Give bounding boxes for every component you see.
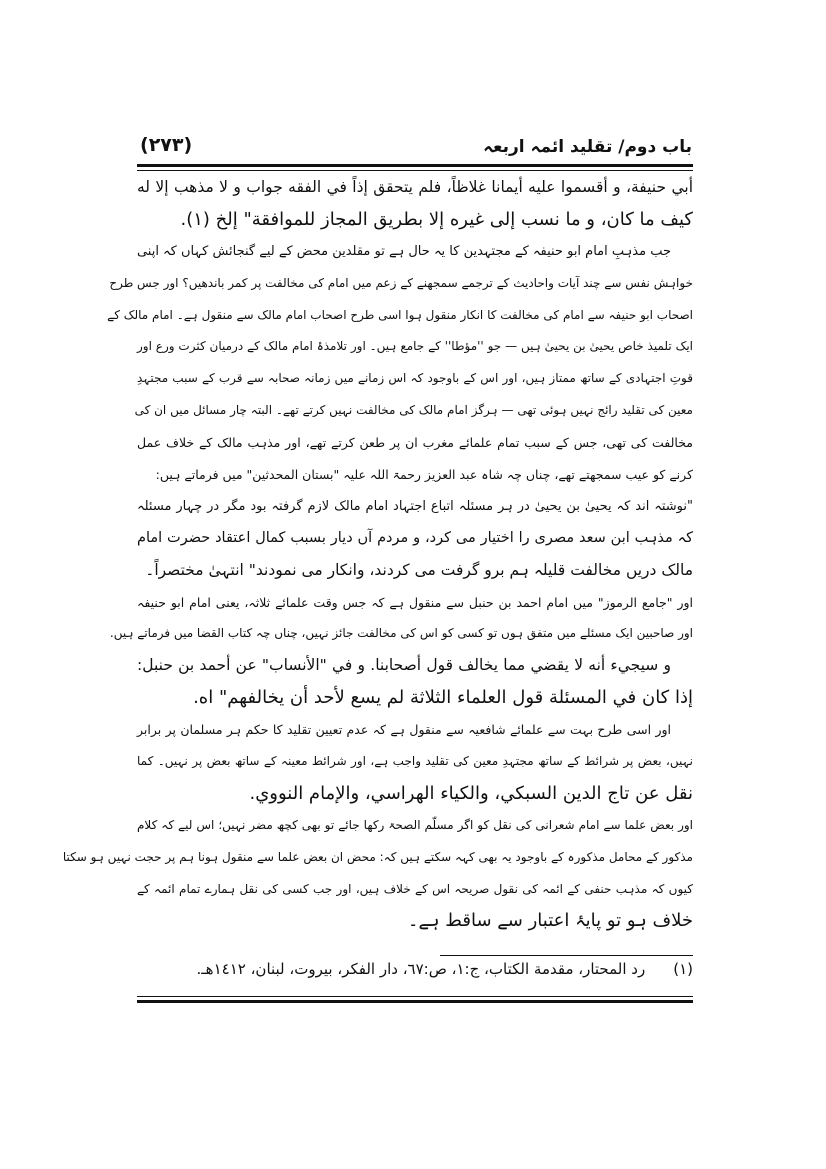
header-rule-thick	[137, 164, 693, 167]
text-line: كيف ما كان، و ما نسب إلى غيره إلا بطريق المجاز للموافقة" إلخ (١).	[180, 208, 693, 230]
text-line: کیوں کہ مذہب حنفی کے ائمہ کی نقول صریحہ اس کے خلاف ہیں، اور جب کسی کی نقل ہمارے تمام ائمہ کے	[137, 881, 693, 896]
footnote	[197, 960, 694, 978]
text-line: خلاف ہو تو پایۂ اعتبار سے ساقط ہے۔	[407, 910, 693, 932]
text-line: قوتِ اجتہادی کے ساتھ ممتاز ہیں، اور اس کے باوجود کہ اس زمانے میں زمانہ صحابہ سے قرب کے سبب مجتہدِ	[137, 371, 693, 386]
chapter-title: باب دوم/ تقلید ائمہ اربعہ	[483, 137, 692, 157]
footnote-text: رد المحتار، مقدمة الكتاب، ج:١، ص:٦٧، دار الفكر، بيروت، لبنان، ١٤١٢هـ.	[196, 960, 646, 978]
text-line: کہ مذہب ابن سعد مصری را اختیار می کرد، و مردم آں دیار بسبب کمال اعتقاد حضرت امام	[137, 529, 693, 546]
header-rule-thin	[137, 170, 693, 171]
text-line: "نوشتہ اند کہ یحییٰ بن یحییٰ در ہر مسئلہ اتباع اجتہاد امام مالک لازم گرفتہ بود مگر در چہار مسئلہ	[137, 498, 693, 514]
text-line: نہیں، بعض پر شرائط کے ساتھ مجتہدِ معین کی تقلید واجب ہے، اور شرائط معینہ کے ساتھ بعض پر نہیں۔ کما	[137, 754, 693, 769]
text-line: اصحاب ابو حنیفہ سے امام کی مخالفت کا انکار منقول ہوا اسی طرح اصحاب امام مالک سے منقول ہے۔ امام مالک کے	[107, 307, 693, 322]
text-line: مخالفت کی تھی، جس کے سبب تمام علمائے مغرب ان پر طعن کرتے تھے، اور مذہب مالک کے خلاف عمل	[137, 435, 693, 451]
footer-rule-thick	[137, 1000, 693, 1003]
text-line: أبي حنيفة، و أقسموا عليه أيمانا غلاظاً، فلم يتحقق إذاً في الفقه جواب و لا مذهب إلا له	[137, 178, 693, 196]
text-line: معین کی تقلید رائج نہیں ہوئی تھی — ہرگز امام مالک کی مخالفت نہیں کرتے تھے۔ البتہ چار مسائل میں ان کی	[134, 403, 693, 418]
text-line: جب مذہبِ امام ابو حنیفہ کے مجتہدین کا یہ حال ہے تو مقلدین محض کے لیے گنجائش کہاں کہ اپنی	[136, 243, 671, 259]
footnote-divider	[440, 955, 693, 956]
text-line: ایک تلمیذ خاص یحییٰ بن یحییٰ ہیں — جو ''مؤطا'' کے جامع ہیں۔ اور تلامذۂ امام مالک کے درمیان کثرت ورع اور	[137, 339, 693, 354]
footnote-marker: (١)	[673, 960, 693, 978]
page-number: (۲۷۳)	[140, 134, 193, 156]
text-line: اور بعض علما سے امام شعرانی کی نقل کو اگر مسلّم الصحۃ رکھا جائے تو بھی کچھ مضر نہیں؛ اس لیے کہ کلام	[137, 817, 693, 832]
text-line: اور صاحبین ایک مسئلے میں متفق ہوں تو کسی کو اس کی مخالفت جائز نہیں، چناں چہ کتاب القضا میں فرماتے ہیں.	[109, 626, 693, 641]
text-line: مذکور کے محامل مذکورہ کے باوجود یہ بھی کہہ سکتے ہیں کہ: محض ان بعض علما سے منقول ہونا ہم پر حجت نہیں ہو سکتا	[62, 849, 693, 864]
text-line: اور "جامع الرموز" میں امام احمد بن حنبل سے منقول ہے کہ جس وقت علمائے ثلاثہ، یعنی امام ابو حنیفہ	[137, 594, 693, 610]
text-line: إذا كان في المسئلة قول العلماء الثلاثة لم يسع لأحد أن يخالفهم" اه.	[193, 687, 693, 709]
text-line: کرنے کو عیب سمجھتے تھے، چناں چہ شاہ عبد العزیز رحمۃ اللہ علیہ "بستان المحدثین" میں فرماتے ہیں:	[155, 467, 693, 483]
footer-rule-thin	[137, 996, 693, 997]
text-line: خواہش نفس سے چند آیات واحادیث کے ترجمے سمجھنے کے زعم میں امام کی مخالفت پر کمر باندھیں؟ اور جس طرح	[109, 275, 693, 290]
text-line: اور اسی طرح بہت سے علمائے شافعیہ سے منقول ہے کہ عدم تعیین تقلید کا حکم ہر مسلمان پر برابر	[137, 722, 671, 738]
text-line: مالک دریں مخالفت قلیلہ ہم برو گرفت می کردند، وانکار می نمودند" انتہیٰ مختصراً۔	[145, 560, 693, 579]
text-line: و سيجيء أنه لا يقضي مما يخالف قول أصحابنا. و في "الأنساب" عن أحمد بن حنبل:	[137, 656, 671, 675]
text-line: نقل عن تاج الدين السبكي، والكياء الهراسي، والإمام النووي.	[249, 782, 693, 804]
page-body	[62, 172, 693, 937]
